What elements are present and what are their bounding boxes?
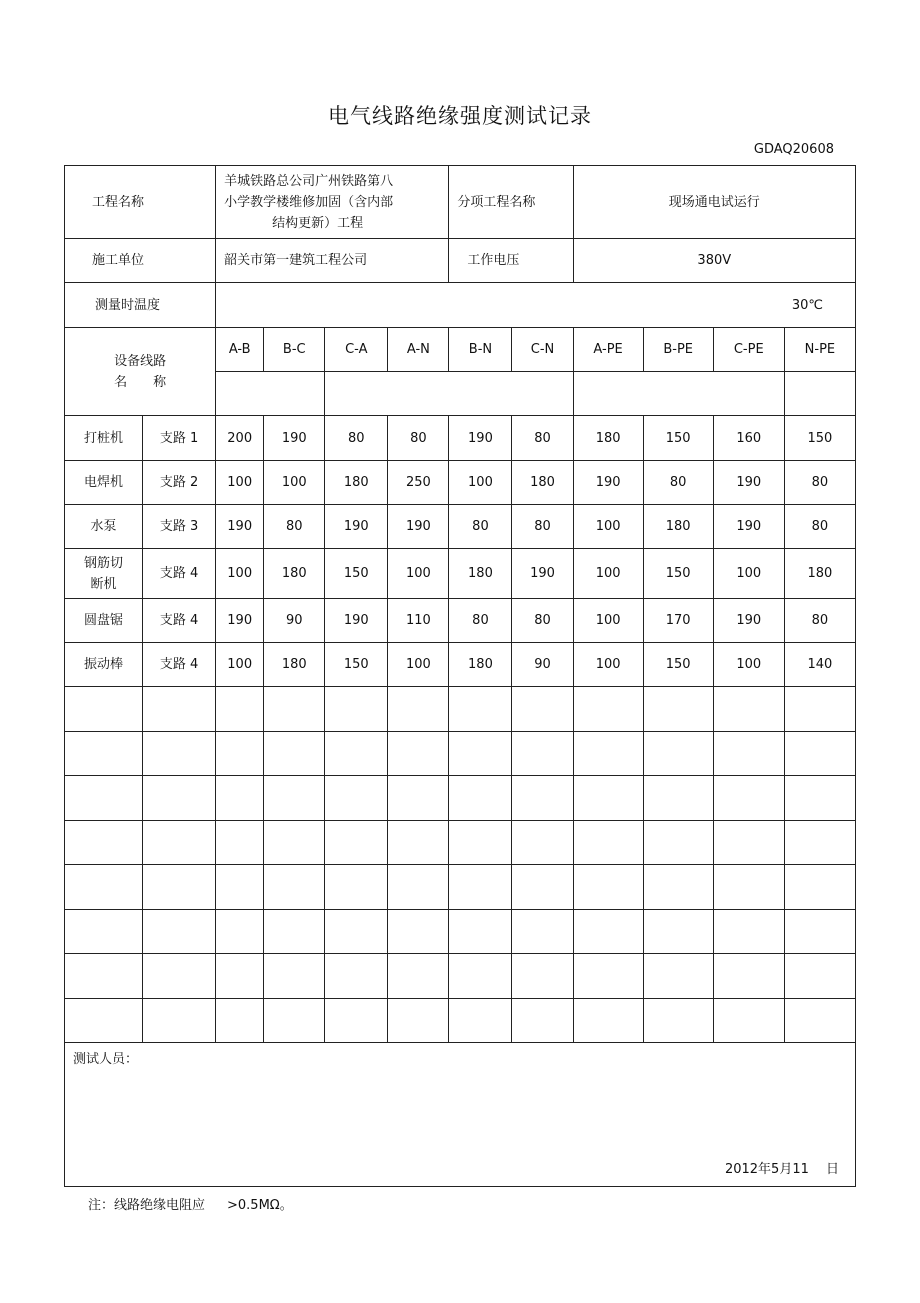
- footnote-text: 注：线路绝缘电阻应: [88, 1198, 206, 1213]
- resistance-value: 190: [216, 505, 264, 549]
- temperature-row: [65, 283, 856, 328]
- empty-cell: [713, 954, 784, 999]
- empty-cell: [388, 687, 449, 732]
- empty-cell: [449, 865, 512, 910]
- equipment-name: [65, 643, 143, 687]
- empty-cell: [325, 687, 388, 732]
- empty-cell: [449, 954, 512, 999]
- empty-cell: [643, 954, 713, 999]
- resistance-value: 110: [388, 599, 449, 643]
- resistance-value: 190: [325, 505, 388, 549]
- resistance-value: 250: [388, 461, 449, 505]
- empty-cell: [713, 865, 784, 910]
- tester-row: [65, 1043, 856, 1187]
- empty-cell: [713, 776, 784, 821]
- empty-cell: [573, 820, 643, 865]
- resistance-value: 190: [713, 599, 784, 643]
- empty-cell: [512, 865, 573, 910]
- empty-cell: [713, 820, 784, 865]
- resistance-value: 150: [325, 549, 388, 599]
- resistance-value: 140: [784, 643, 855, 687]
- temperature-value: 30℃: [216, 283, 856, 328]
- empty-cell: [216, 687, 264, 732]
- column-header-b-pe: B-PE: [643, 328, 713, 372]
- resistance-value: 150: [643, 416, 713, 461]
- empty-cell: [643, 820, 713, 865]
- resistance-value: 100: [216, 549, 264, 599]
- empty-cell: [264, 776, 325, 821]
- empty-cell: [143, 776, 216, 821]
- empty-cell: [264, 687, 325, 732]
- empty-cell: [388, 776, 449, 821]
- table-row: [65, 599, 856, 643]
- branch-name: 支路 3: [143, 505, 216, 549]
- empty-cell: [264, 731, 325, 776]
- equipment-name-line: 电焊机: [84, 475, 124, 490]
- sub-project-name-label: 分项工程名称: [449, 166, 573, 239]
- empty-cell: [325, 998, 388, 1043]
- empty-cell: [264, 954, 325, 999]
- resistance-value: 80: [512, 599, 573, 643]
- resistance-value: 190: [216, 599, 264, 643]
- empty-cell: [573, 776, 643, 821]
- construction-unit-label: 施工单位: [65, 239, 216, 283]
- column-header-c-a: C-A: [325, 328, 388, 372]
- project-name-line-3: 结构更新）工程: [272, 215, 364, 231]
- footnote: [88, 1194, 293, 1213]
- measurement-rows: [65, 416, 856, 1043]
- tester-label: 测试人员：: [73, 1052, 139, 1067]
- table-row: [65, 461, 856, 505]
- empty-cell: [264, 865, 325, 910]
- empty-cell: [65, 998, 143, 1043]
- footnote-value: >0.5MΩ。: [227, 1198, 293, 1213]
- empty-cell: [388, 865, 449, 910]
- empty-cell: [143, 731, 216, 776]
- column-header-c-n: C-N: [512, 328, 573, 372]
- resistance-value: 80: [512, 505, 573, 549]
- resistance-value: 150: [643, 549, 713, 599]
- resistance-value: 190: [713, 505, 784, 549]
- empty-cell: [65, 954, 143, 999]
- empty-row: [65, 731, 856, 776]
- equipment-name: [65, 416, 143, 461]
- equipment-name-line: 圆盘锯: [84, 613, 124, 628]
- empty-cell: [512, 954, 573, 999]
- empty-cell: [264, 998, 325, 1043]
- empty-cell: [784, 731, 855, 776]
- project-row: [65, 166, 856, 239]
- resistance-value: 80: [388, 416, 449, 461]
- resistance-value: 190: [388, 505, 449, 549]
- resistance-value: 180: [325, 461, 388, 505]
- empty-cell: [573, 954, 643, 999]
- empty-cell: [643, 776, 713, 821]
- branch-name: 支路 4: [143, 643, 216, 687]
- empty-cell: [388, 820, 449, 865]
- resistance-value: 100: [713, 549, 784, 599]
- empty-cell: [143, 865, 216, 910]
- resistance-value: 100: [573, 505, 643, 549]
- resistance-value: 180: [449, 643, 512, 687]
- equipment-name: [65, 549, 143, 599]
- working-voltage-label: 工作电压: [449, 239, 573, 283]
- equipment-line-header-line-1: 设备线路: [114, 353, 167, 369]
- resistance-value: 80: [784, 461, 855, 505]
- project-name-label: 工程名称: [65, 166, 216, 239]
- empty-cell: [143, 998, 216, 1043]
- empty-cell: [573, 909, 643, 954]
- empty-cell: [143, 954, 216, 999]
- resistance-value: 150: [325, 643, 388, 687]
- empty-cell: [512, 687, 573, 732]
- branch-name: 支路 1: [143, 416, 216, 461]
- empty-cell: [65, 776, 143, 821]
- empty-cell: [643, 687, 713, 732]
- empty-cell: [512, 998, 573, 1043]
- empty-cell: [325, 776, 388, 821]
- empty-cell: [512, 731, 573, 776]
- resistance-value: 190: [713, 461, 784, 505]
- empty-cell: [713, 731, 784, 776]
- resistance-value: 170: [643, 599, 713, 643]
- table-row: [65, 416, 856, 461]
- empty-cell: [449, 776, 512, 821]
- header-blank-cell: [573, 372, 784, 416]
- resistance-value: 190: [512, 549, 573, 599]
- resistance-value: 80: [643, 461, 713, 505]
- resistance-value: 180: [573, 416, 643, 461]
- resistance-value: 180: [264, 643, 325, 687]
- working-voltage-value: 380V: [573, 239, 855, 283]
- resistance-value: 150: [784, 416, 855, 461]
- branch-name: 支路 4: [143, 599, 216, 643]
- resistance-value: 190: [325, 599, 388, 643]
- empty-cell: [388, 909, 449, 954]
- empty-cell: [449, 998, 512, 1043]
- empty-cell: [512, 776, 573, 821]
- empty-cell: [325, 865, 388, 910]
- resistance-value: 200: [216, 416, 264, 461]
- resistance-value: 80: [512, 416, 573, 461]
- empty-cell: [325, 909, 388, 954]
- empty-cell: [216, 954, 264, 999]
- resistance-value: 180: [784, 549, 855, 599]
- document-title: 电气线路绝缘强度测试记录: [328, 104, 592, 128]
- resistance-value: 80: [784, 505, 855, 549]
- temperature-label: 测量时温度: [65, 283, 216, 328]
- empty-cell: [388, 998, 449, 1043]
- equipment-name-line: 水泵: [90, 519, 117, 534]
- resistance-value: 80: [449, 505, 512, 549]
- resistance-value: 180: [643, 505, 713, 549]
- equipment-line-header-line-2: 名 称: [114, 374, 167, 390]
- resistance-value: 100: [388, 643, 449, 687]
- empty-cell: [784, 865, 855, 910]
- table-row: [65, 549, 856, 599]
- empty-cell: [65, 865, 143, 910]
- empty-cell: [449, 687, 512, 732]
- resistance-value: 190: [449, 416, 512, 461]
- column-header-c-pe: C-PE: [713, 328, 784, 372]
- resistance-value: 160: [713, 416, 784, 461]
- empty-cell: [216, 998, 264, 1043]
- column-header-a-pe: A-PE: [573, 328, 643, 372]
- column-header-a-n: A-N: [388, 328, 449, 372]
- empty-cell: [512, 820, 573, 865]
- equipment-name-line: 振动棒: [84, 657, 124, 672]
- equipment-line-header: [65, 328, 216, 416]
- empty-cell: [643, 998, 713, 1043]
- resistance-value: 100: [216, 643, 264, 687]
- empty-row: [65, 687, 856, 732]
- column-header-n-pe: N-PE: [784, 328, 855, 372]
- empty-cell: [784, 954, 855, 999]
- empty-cell: [713, 687, 784, 732]
- resistance-value: 100: [388, 549, 449, 599]
- empty-cell: [264, 820, 325, 865]
- empty-cell: [264, 909, 325, 954]
- empty-cell: [143, 909, 216, 954]
- table-row: [65, 643, 856, 687]
- resistance-value: 90: [264, 599, 325, 643]
- empty-cell: [65, 687, 143, 732]
- empty-cell: [573, 998, 643, 1043]
- empty-cell: [216, 909, 264, 954]
- equipment-name-line: 断机: [90, 576, 117, 592]
- empty-cell: [449, 820, 512, 865]
- resistance-value: 80: [264, 505, 325, 549]
- test-date: 2012年5月11 日: [724, 1162, 839, 1177]
- form-code: GDAQ20608: [753, 142, 834, 157]
- empty-cell: [325, 731, 388, 776]
- empty-cell: [573, 865, 643, 910]
- header-blank-cell: [325, 372, 573, 416]
- resistance-value: 100: [573, 549, 643, 599]
- tester-cell: [65, 1043, 856, 1187]
- branch-name: 支路 2: [143, 461, 216, 505]
- project-name-line-2: 小学教学楼维修加固（含内部: [224, 194, 394, 210]
- equipment-name: [65, 505, 143, 549]
- empty-row: [65, 998, 856, 1043]
- empty-cell: [216, 865, 264, 910]
- resistance-value: 150: [643, 643, 713, 687]
- empty-cell: [388, 954, 449, 999]
- branch-name: 支路 4: [143, 549, 216, 599]
- column-header-b-n: B-N: [449, 328, 512, 372]
- equipment-name-line: 打桩机: [84, 430, 124, 446]
- empty-cell: [643, 865, 713, 910]
- resistance-value: 190: [573, 461, 643, 505]
- table-row: [65, 505, 856, 549]
- empty-cell: [449, 909, 512, 954]
- empty-cell: [784, 820, 855, 865]
- resistance-value: 180: [512, 461, 573, 505]
- empty-cell: [143, 820, 216, 865]
- header-blank-cell: [216, 372, 325, 416]
- construction-unit-value: 韶关市第一建筑工程公司: [216, 239, 449, 283]
- column-header-b-c: B-C: [264, 328, 325, 372]
- equipment-name: [65, 599, 143, 643]
- empty-cell: [713, 998, 784, 1043]
- equipment-name-line: 钢筋切: [84, 555, 124, 571]
- resistance-value: 100: [264, 461, 325, 505]
- resistance-value: 100: [573, 599, 643, 643]
- empty-row: [65, 776, 856, 821]
- unit-row: [65, 239, 856, 283]
- empty-cell: [512, 909, 573, 954]
- resistance-value: 80: [449, 599, 512, 643]
- resistance-value: 190: [264, 416, 325, 461]
- empty-cell: [784, 998, 855, 1043]
- empty-cell: [65, 820, 143, 865]
- test-record-table: [64, 165, 856, 1187]
- empty-row: [65, 954, 856, 999]
- resistance-value: 80: [325, 416, 388, 461]
- equipment-name: [65, 461, 143, 505]
- resistance-value: 100: [713, 643, 784, 687]
- column-header-a-b: A-B: [216, 328, 264, 372]
- empty-cell: [713, 909, 784, 954]
- empty-cell: [449, 731, 512, 776]
- empty-cell: [65, 731, 143, 776]
- empty-cell: [784, 687, 855, 732]
- resistance-value: 180: [449, 549, 512, 599]
- header-blank-cell: [784, 372, 855, 416]
- empty-cell: [143, 687, 216, 732]
- empty-row: [65, 909, 856, 954]
- resistance-value: 100: [573, 643, 643, 687]
- empty-cell: [573, 687, 643, 732]
- empty-cell: [784, 909, 855, 954]
- empty-row: [65, 865, 856, 910]
- empty-cell: [216, 731, 264, 776]
- project-name-value: [216, 166, 449, 239]
- empty-cell: [573, 731, 643, 776]
- empty-cell: [784, 776, 855, 821]
- empty-row: [65, 820, 856, 865]
- resistance-value: 80: [784, 599, 855, 643]
- empty-cell: [325, 820, 388, 865]
- resistance-value: 90: [512, 643, 573, 687]
- empty-cell: [325, 954, 388, 999]
- resistance-value: 100: [449, 461, 512, 505]
- resistance-value: 100: [216, 461, 264, 505]
- resistance-value: 180: [264, 549, 325, 599]
- empty-cell: [643, 731, 713, 776]
- empty-cell: [216, 820, 264, 865]
- project-name-line-1: 羊城铁路总公司广州铁路第八: [224, 173, 394, 189]
- empty-cell: [643, 909, 713, 954]
- empty-cell: [216, 776, 264, 821]
- sub-project-name-value: 现场通电试运行: [573, 166, 855, 239]
- empty-cell: [388, 731, 449, 776]
- column-header-row: [65, 328, 856, 372]
- empty-cell: [65, 909, 143, 954]
